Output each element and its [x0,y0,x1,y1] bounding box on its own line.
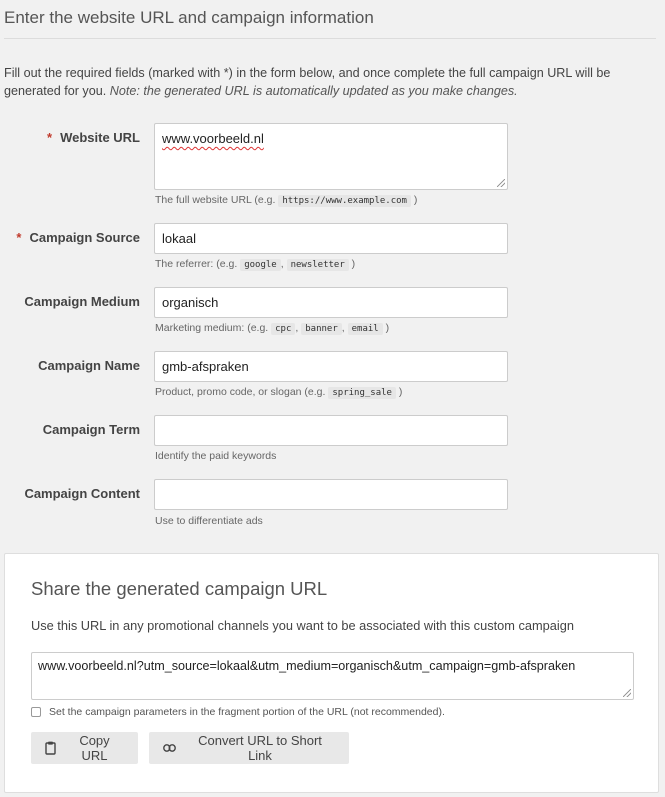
campaign-source-input[interactable]: lokaal [154,223,508,254]
example-code: email [348,323,383,335]
share-title: Share the generated campaign URL [31,578,328,599]
required-marker: * [47,130,53,145]
example-code: https://www.example.com [278,195,411,207]
campaign-source-help: The referrer: (e.g. google , newsletter ) [155,258,356,270]
fragment-checkbox-label: Set the campaign parameters in the fragment portion of the URL (not recommended). [49,706,445,718]
campaign-medium-help: Marketing medium: (e.g. cpc , banner , email ) [155,322,390,334]
clipboard-icon [45,741,56,755]
campaign-content-help: Use to differentiate ads [155,515,263,527]
campaign-term-input[interactable] [154,415,508,446]
share-panel [4,553,659,793]
example-code: newsletter [287,259,349,271]
resize-handle-icon[interactable] [623,689,631,697]
link-icon [163,744,176,752]
intro-note: Note: the generated URL is automatically updated as you make changes. [109,84,518,98]
example-code: cpc [271,323,295,335]
website-url-input[interactable]: www.voorbeeld.nl [154,123,508,190]
generated-url-text: www.voorbeeld.nl?utm_source=lokaal&utm_medium=organisch&utm_campaign=gmb-afspraken [38,659,576,673]
campaign-term-help: Identify the paid keywords [155,450,277,462]
required-marker: * [16,230,22,245]
website-url-help: The full website URL (e.g. https://www.example.com ) [155,194,418,206]
example-code: google [240,259,281,271]
campaign-term-label: Campaign Term [42,422,140,437]
generated-url-output[interactable] [31,652,634,700]
convert-short-link-button[interactable]: Convert URL to Short Link [149,732,349,764]
copy-url-button[interactable]: Copy URL [31,732,138,764]
campaign-name-input[interactable]: gmb-afspraken [154,351,508,382]
website-url-label: * Website URL [47,130,140,145]
example-code: spring_sale [328,387,396,399]
fragment-checkbox[interactable] [31,707,41,717]
intro-instructions: Fill out the required fields (marked with *) in the form below, and once complete the full campaign URL will be generated for you. [4,66,611,98]
intro-text [4,64,659,100]
campaign-name-help: Product, promo code, or slogan (e.g. spring_sale ) [155,386,403,398]
example-code: banner [301,323,342,335]
campaign-medium-label: Campaign Medium [24,294,140,309]
fragment-option [31,706,445,718]
campaign-name-label: Campaign Name [38,358,140,373]
share-description: Use this URL in any promotional channels you want to be associated with this custom campaign [31,618,574,633]
resize-handle-icon[interactable] [497,179,505,187]
campaign-content-label: Campaign Content [24,486,140,501]
campaign-source-label: * Campaign Source [16,230,140,245]
campaign-content-input[interactable] [154,479,508,510]
page-title: Enter the website URL and campaign information [4,8,656,39]
campaign-medium-input[interactable]: organisch [154,287,508,318]
